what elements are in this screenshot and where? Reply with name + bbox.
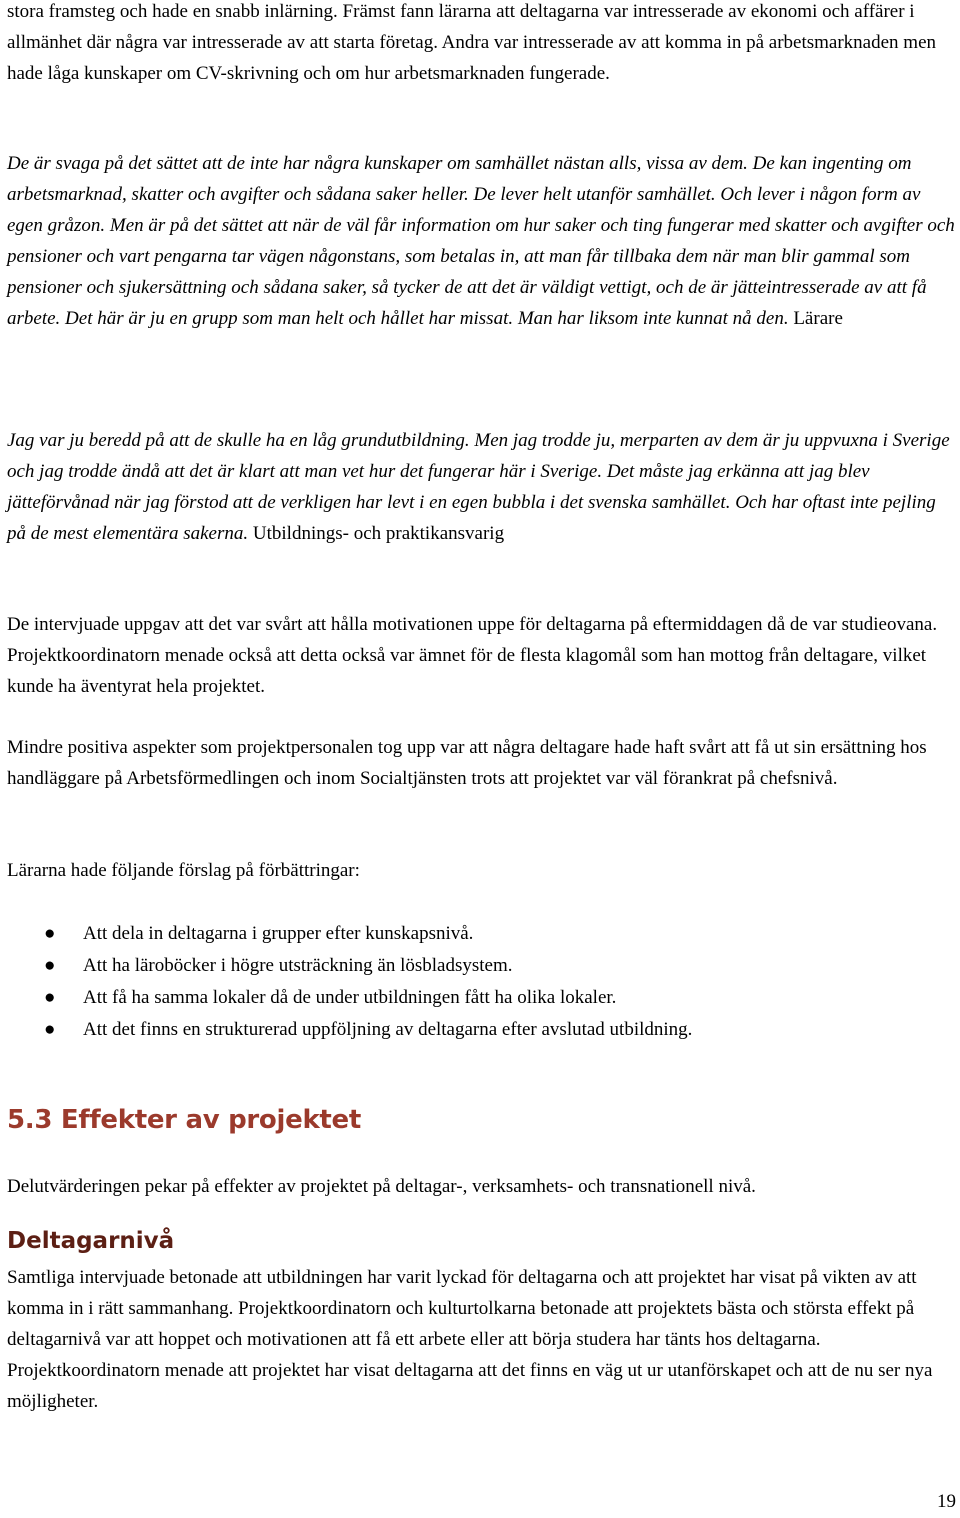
quote-training-manager-text: Jag var ju beredd på att de skulle ha en låg grundutbildning. Men jag trodde ju, merparten av dem är ju uppvuxna i Sverige och jag trodde ändå att det är klart att man vet hur det fungerar här i Sverige. Det måste jag erkänna att jag blev jätteförvånad när jag förstod att de verkligen har levt i en egen bubbla i det svenska samhället. Och har oftast inte pejling på de mest elementära sakerna. — [7, 430, 950, 544]
list-item-text: Att dela in deltagarna i grupper efter kunskapsnivå. — [83, 923, 474, 944]
page-number: 19 — [937, 1491, 956, 1512]
list-item-text: Att det finns en strukturerad uppföljning av deltagarna efter avslutad utbildning. — [83, 1019, 693, 1040]
paragraph-motivation: De intervjuade uppgav att det var svårt att hålla motivationen uppe för deltagarna på eftermiddagen då de var studieovana. Projektkoordinatorn menade också att detta också var ämnet för de flesta klagomål som han mottog från deltagare, vilket kunde ha äventyrat hela projektet. — [7, 614, 938, 697]
list-item — [7, 1014, 955, 1046]
list-item-text: Att få ha samma lokaler då de under utbildningen fått ha olika lokaler. — [83, 987, 617, 1008]
bullet-icon: ● — [44, 923, 56, 944]
quote-training-manager — [7, 425, 955, 549]
paragraph-suggestions-intro: Lärarna hade följande förslag på förbättringar: — [7, 860, 360, 881]
quote-training-manager-attribution: Utbildnings- och praktikansvarig — [252, 523, 505, 544]
section-heading: 5.3 Effekter av projektet — [7, 1105, 362, 1135]
list-item — [7, 982, 955, 1014]
list-item — [7, 950, 955, 982]
quote-teacher — [7, 148, 955, 334]
suggestions-list — [7, 918, 955, 1046]
list-item — [7, 918, 955, 950]
paragraph-intro: stora framsteg och hade en snabb inlärning. Främst fann lärarna att deltagarna var intresserade av ekonomi och affärer i allmänhet där några var intresserade av att starta företag. Andra var intresserade av att komma in på arbetsmarknaden men hade låga kunskaper om CV-skrivning och om hur arbetsmarknaden fungerade. — [7, 1, 937, 84]
quote-teacher-text: De är svaga på det sättet att de inte har några kunskaper om samhället nästan alls, vissa av dem. De kan ingenting om arbetsmarknad, skatter och avgifter och sådana saker heller. De lever helt utanför samhället. Och lever i någon form av egen gråzon. Men är på det sättet att när de väl får information om hur saker och ting fungerar med skatter och avgifter och pensioner och vart pengarna tar vägen någonstans, som betalas in, att man får tillbaka dem när man blir gammal som pensioner och sjukersättning och sådana saker, så tycker de att det är väldigt vettigt, och de är jätteintresserade av att få arbete. Det här är ju en grupp som man helt och hållet har missat. Man har liksom inte kunnat nå den. — [7, 153, 955, 329]
paragraph-effects-intro: Delutvärderingen pekar på effekter av projektet på deltagar-, verksamhets- och transnationell nivå. — [7, 1176, 756, 1197]
subheading-participant-level: Deltagarnivå — [7, 1228, 175, 1254]
bullet-icon: ● — [44, 1019, 56, 1040]
quote-teacher-attribution: Lärare — [788, 308, 843, 329]
list-item-text: Att ha läroböcker i högre utsträckning än lösbladsystem. — [83, 955, 513, 976]
bullet-icon: ● — [44, 987, 56, 1008]
paragraph-negative-aspects: Mindre positiva aspekter som projektpersonalen tog upp var att några deltagare hade haft svårt att få ut sin ersättning hos handläggare på Arbetsförmedlingen och inom Socialtjänsten trots att projektet var väl förankrat på chefsnivå. — [7, 737, 927, 789]
bullet-icon: ● — [44, 955, 56, 976]
paragraph-participant-level: Samtliga intervjuade betonade att utbildningen har varit lyckad för deltagarna och att projektet har visat på vikten av att komma in i rätt sammanhang. Projektkoordinatorn och kulturtolkarna betonade att projektets bästa och största effekt på deltagarnivå var att hoppet och motivationen att få ett arbete eller att börja studera har tänts hos deltagarna. Projektkoordinatorn menade att projektet har visat deltagarna att det finns en väg ut ur utanförskapet och att de nu ser nya möjligheter. — [7, 1267, 933, 1412]
